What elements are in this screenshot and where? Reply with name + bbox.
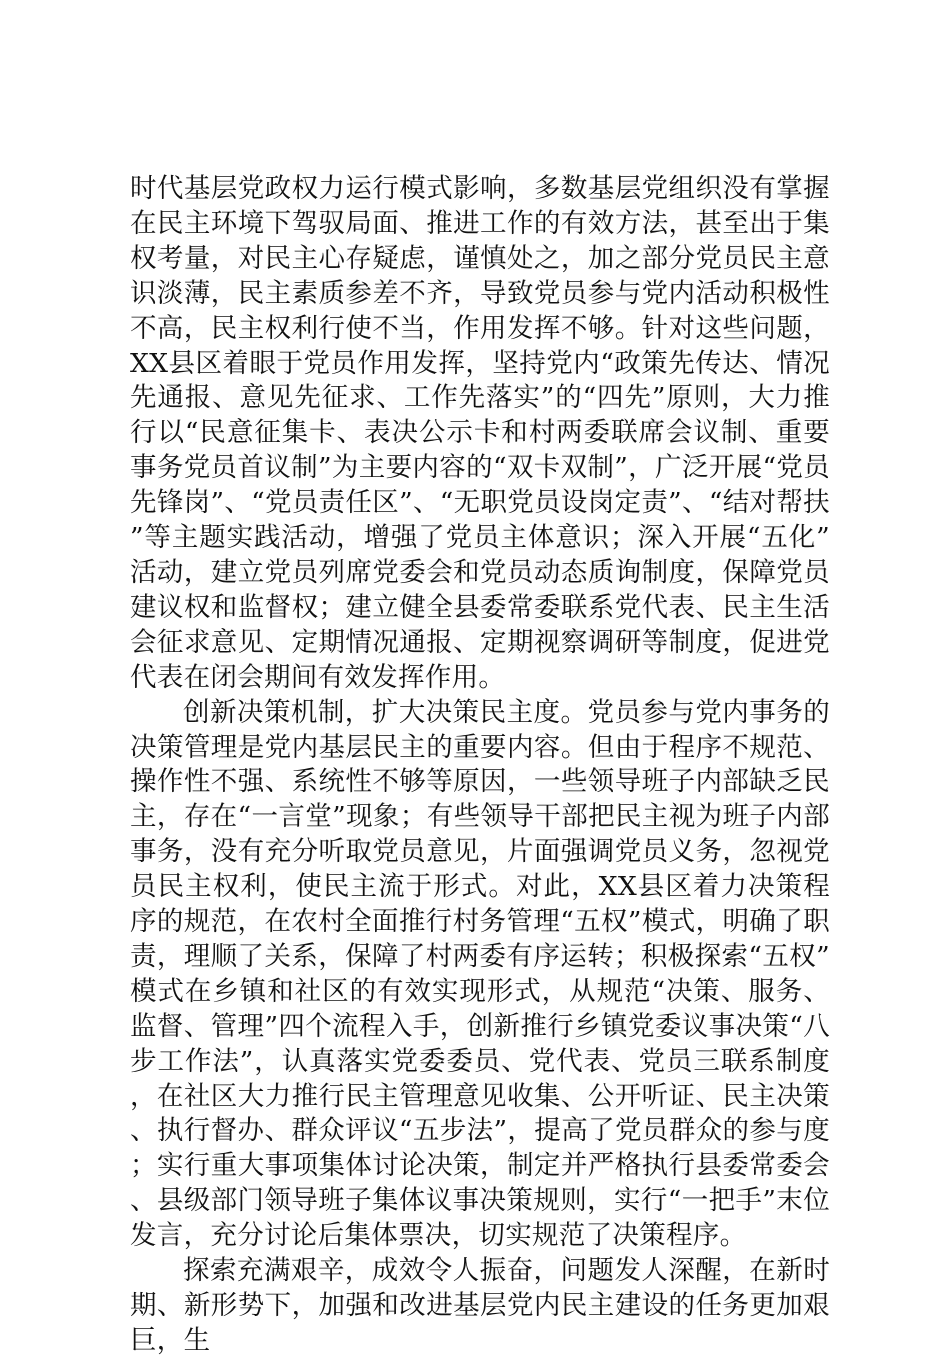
- body-text: [130, 172, 830, 1359]
- paragraph-2: 创新决策机制，扩大决策民主度。党员参与党内事务的决策管理是党内基层民主的重要内容。但由于程序不规范、操作性不强、系统性不够等原因，一些领导班子内部缺乏民主，存在“一言堂”现象；有些领导干部把民主视为班子内部事务，没有充分听取党员意见，片面强调党员义务，忽视党员民主权利，使民主流于形式。对此，XX县区着力决策程序的规范，在农村全面推行村务管理“五权”模式，明确了职责，理顺了关系，保障了村两委有序运转；积极探索“五权”模式在乡镇和社区的有效实现形式，从规范“决策、服务、监督、管理”四个流程入手，创新推行乡镇党委议事决策“八步工作法”，认真落实党委委员、党代表、党员三联系制度，在社区大力推行民主管理意见收集、公开听证、民主决策、执行督办、群众评议“五步法”，提高了党员群众的参与度；实行重大事项集体讨论决策，制定并严格执行县委常委会、县级部门领导班子集体议事决策规则，实行“一把手”末位发言，充分讨论后集体票决，切实规范了决策程序。: [130, 696, 830, 1252]
- paragraph-3: 探索充满艰辛，成效令人振奋，问题发人深醒，在新时期、新形势下，加强和改进基层党内民主建设的任务更加艰巨，生: [130, 1255, 830, 1356]
- paragraph-1: 时代基层党政权力运行模式影响，多数基层党组织没有掌握在民主环境下驾驭局面、推进工作的有效方法，甚至出于集权考量，对民主心存疑虑，谨慎处之，加之部分党员民主意识淡薄，民主素质参差不齐，导致党员参与党内活动积极性不高，民主权利行使不当，作用发挥不够。针对这些问题，XX县区着眼于党员作用发挥，坚持党内“政策先传达、情况先通报、意见先征求、工作先落实”的“四先”原则，大力推行以“民意征集卡、表决公示卡和村两委联席会议制、重要事务党员首议制”为主要内容的“双卡双制”，广泛开展“党员先锋岗”、“党员责任区”、“无职党员设岗定责”、“结对帮扶”等主题实践活动，增强了党员主体意识；深入开展“五化”活动，建立党员列席党委会和党员动态质询制度，保障党员建议权和监督权；建立健全县委常委联系党代表、民主生活会征求意见、定期情况通报、定期视察调研等制度，促进党代表在闭会期间有效发挥作用。: [130, 173, 830, 693]
